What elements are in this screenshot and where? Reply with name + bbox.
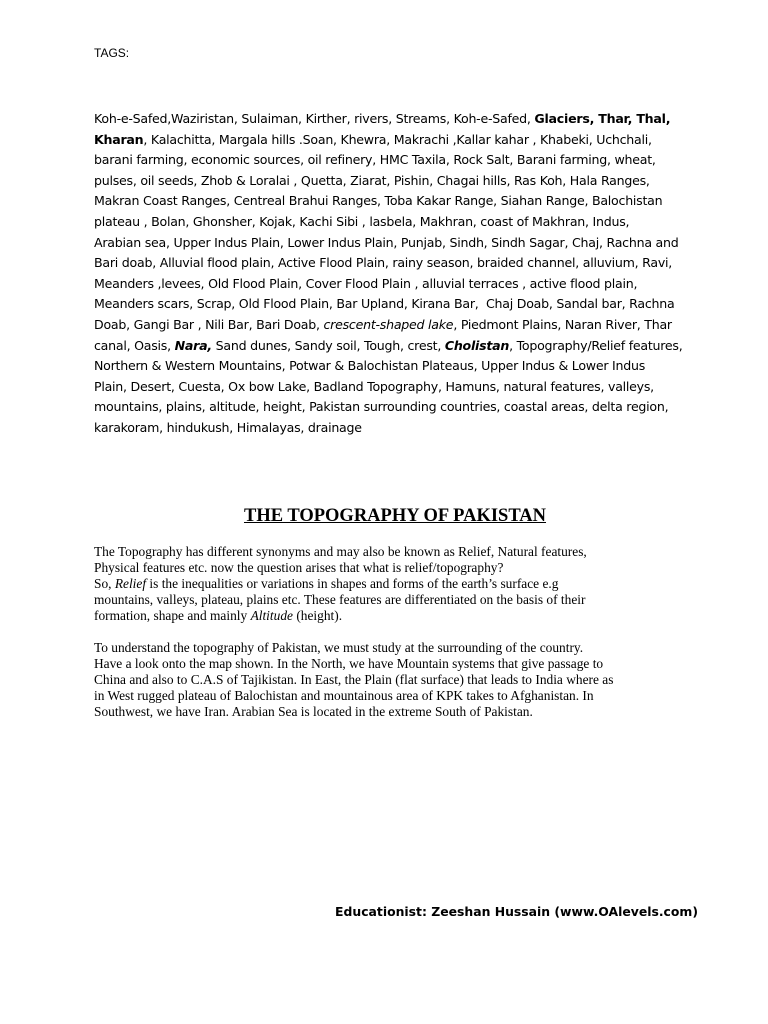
footer-author: Educationist: Zeeshan Hussain (www.OAlevels.com) — [335, 904, 698, 919]
paragraph-line — [94, 656, 714, 672]
paragraph-text-italic: Relief — [114, 576, 147, 591]
paragraph-text: Have a look onto the map shown. In the North, we have Mountain systems that give passage to — [94, 656, 604, 671]
tags-line — [94, 397, 704, 418]
paragraph-text: (height). — [292, 608, 343, 623]
tag-text: Plain, Desert, Cuesta, Ox bow Lake, Badland Topography, Hamuns, natural features, valleys, — [94, 378, 654, 394]
paragraph-text: To understand the topography of Pakistan, we must study at the surrounding of the country. — [94, 640, 584, 655]
paragraph-line — [94, 672, 714, 688]
tags-line — [94, 171, 704, 192]
tags-line — [94, 377, 704, 398]
tag-text: karakoram, hindukush, Himalayas, drainage — [94, 419, 362, 435]
paragraph-text: in West rugged plateau of Balochistan and mountainous area of KPK takes to Afghanistan. In — [94, 688, 594, 703]
tags-line — [94, 233, 704, 254]
tag-text-bold-italic: Cholistan — [444, 337, 510, 353]
tag-text: Arabian sea, Upper Indus Plain, Lower Indus Plain, Punjab, Sindh, Sindh Sagar, Chaj, Rachna and — [94, 234, 679, 250]
paragraph-line — [94, 640, 714, 656]
tag-text-bold: Glaciers, Thar, Thal, — [534, 111, 671, 126]
surroundings-paragraph — [94, 640, 714, 720]
tags-line — [94, 274, 704, 295]
paragraph-text: China and also to C.A.S of Tajikistan. In East, the Plain (flat surface) that leads to India where as — [94, 672, 614, 687]
tag-text: canal, Oasis, — [94, 337, 175, 353]
tags-line — [94, 336, 704, 357]
tags-line — [94, 150, 704, 171]
paragraph-text: Southwest, we have Iran. Arabian Sea is located in the extreme South of Pakistan. — [94, 704, 533, 719]
tag-text: , Piedmont Plains, Naran River, Thar — [453, 316, 672, 332]
tags-line — [94, 294, 704, 315]
paragraph-text: The Topography has different synonyms and may also be known as Relief, Natural features, — [94, 544, 587, 559]
paragraph-text: Physical features etc. now the question arises that what is relief/topography? — [94, 560, 504, 575]
tags-line — [94, 109, 704, 130]
paragraph-text: mountains, valleys, plateau, plains etc. These features are differentiated on the basis of their — [94, 592, 586, 607]
tags-line — [94, 191, 704, 212]
tag-text: plateau , Bolan, Ghonsher, Kojak, Kachi Sibi , lasbela, Makhran, coast of Makhran, Indus, — [94, 213, 630, 229]
tag-text: mountains, plains, altitude, height, Pakistan surrounding countries, coastal areas, delta region, — [94, 399, 669, 415]
tags-line — [94, 212, 704, 233]
tags-line — [94, 356, 704, 377]
tag-text: barani farming, economic sources, oil refinery, HMC Taxila, Rock Salt, Barani farming, wheat, — [94, 152, 656, 168]
tag-text: , Kalachitta, Margala hills .Soan, Khewra, Makrachi ,Kallar kahar , Khabeki, Uchchali, — [143, 131, 652, 147]
tag-text: Makran Coast Ranges, Centreal Brahui Ranges, Toba Kakar Range, Siahan Range, Balochistan — [94, 193, 663, 209]
tag-text: Meanders scars, Scrap, Old Flood Plain, Bar Upland, Kirana Bar, Chaj Doab, Sandal bar, Rachna — [94, 296, 675, 312]
tags-label: TAGS: — [94, 46, 130, 60]
tags-line — [94, 315, 704, 336]
paragraph-line — [94, 576, 714, 592]
paragraph-line — [94, 560, 714, 576]
tag-text: Doab, Gangi Bar , Nili Bar, Bari Doab, — [94, 316, 324, 332]
tags-line — [94, 253, 704, 274]
paragraph-line — [94, 704, 714, 720]
paragraph-line — [94, 688, 714, 704]
tag-text: , Topography/Relief features, — [509, 337, 683, 353]
tag-text: Bari doab, Alluvial flood plain, Active Flood Plain, rainy season, braided channel, alluvium, Ravi, — [94, 255, 673, 271]
tag-text: pulses, oil seeds, Zhob & Loralai , Quetta, Ziarat, Pishin, Chagai hills, Ras Koh, Hala Ranges, — [94, 172, 650, 188]
tag-text: Northern & Western Mountains, Potwar & Balochistan Plateaus, Upper Indus & Lower Indus — [94, 358, 646, 374]
paragraph-line — [94, 544, 714, 560]
intro-paragraph — [94, 544, 714, 624]
paragraph-text: formation, shape and mainly — [94, 608, 251, 623]
paragraph-line — [94, 608, 714, 624]
article-title: THE TOPOGRAPHY OF PAKISTAN — [243, 506, 547, 526]
tags-list — [94, 109, 704, 439]
tag-text-bold: Kharan — [94, 131, 144, 147]
tag-text-italic: crescent-shaped lake — [323, 316, 454, 332]
paragraph-text: is the inequalities or variations in shapes and forms of the earth’s surface e.g — [146, 576, 559, 591]
tag-text: Sand dunes, Sandy soil, Tough, crest, — [211, 337, 445, 353]
paragraph-line — [94, 592, 714, 608]
tag-text: Koh-e-Safed,Waziristan, Sulaiman, Kirther, rivers, Streams, Koh-e-Safed, — [94, 111, 535, 126]
tags-line — [94, 418, 704, 439]
tag-text-bold-italic: Nara, — [174, 337, 212, 353]
tags-line — [94, 130, 704, 151]
paragraph-text: So, — [94, 576, 115, 591]
paragraph-text-italic: Altitude — [250, 608, 293, 623]
tag-text: Meanders ,levees, Old Flood Plain, Cover Flood Plain , alluvial terraces , active flood plain, — [94, 275, 638, 291]
